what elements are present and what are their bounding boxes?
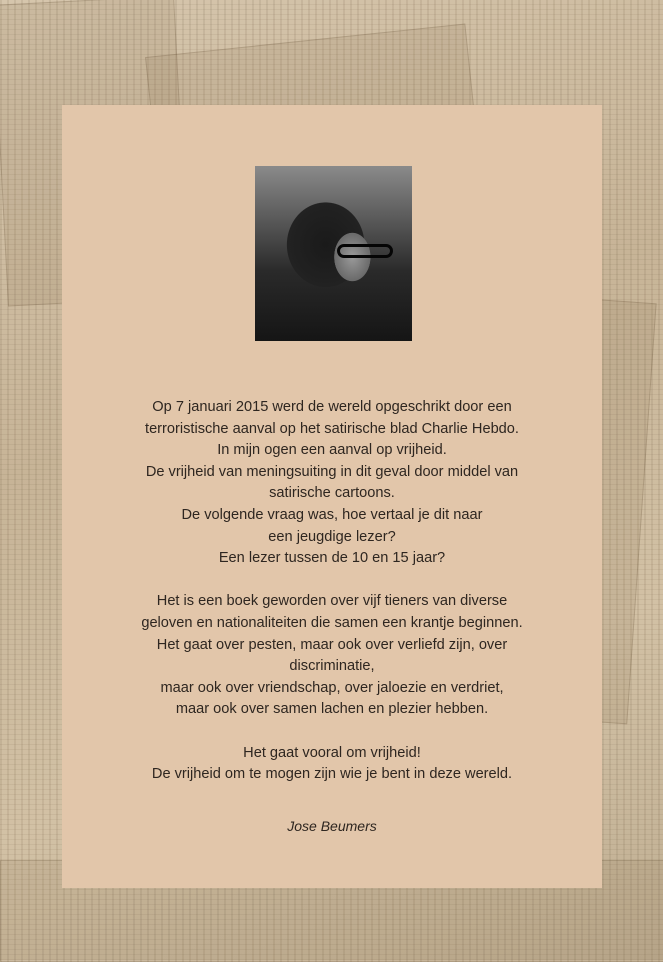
text-line: Het gaat vooral om vrijheid! <box>243 744 421 761</box>
text-line: maar ook over vriendschap, over jaloezie en verdriet, <box>160 679 504 696</box>
text-line: Op 7 januari 2015 werd de wereld opgeschrikt door een <box>152 399 512 415</box>
text-line: De vrijheid van meningsuiting in dit geval door middel van <box>145 463 519 480</box>
text-panel <box>62 105 602 888</box>
text-line: Een lezer tussen de 10 en 15 jaar? <box>218 550 446 567</box>
blurb-text <box>62 397 602 786</box>
text-line: maar ook over samen lachen en plezier hebben. <box>175 701 489 718</box>
text-line: discriminatie, <box>289 658 375 675</box>
text-line: De volgende vraag was, hoe vertaal je dit naar <box>181 506 483 523</box>
text-line: Het is een boek geworden over vijf tieners van diverse <box>156 593 508 610</box>
text-line: geloven en nationaliteiten die samen een krantje beginnen. <box>141 614 523 631</box>
author-photo <box>255 166 412 341</box>
author-signature: Jose Beumers <box>287 818 377 834</box>
text-line: een jeugdige lezer? <box>268 528 396 545</box>
text-line: satirische cartoons. <box>269 485 395 502</box>
text-line: De vrijheid om te mogen zijn wie je bent in deze wereld. <box>151 766 513 783</box>
text-line: In mijn ogen een aanval op vrijheid. <box>217 442 447 459</box>
glasses-detail <box>337 244 393 258</box>
text-line: terroristische aanval op het satirische blad Charlie Hebdo. <box>145 420 519 437</box>
text-line: Het gaat over pesten, maar ook over verliefd zijn, over <box>156 636 508 653</box>
